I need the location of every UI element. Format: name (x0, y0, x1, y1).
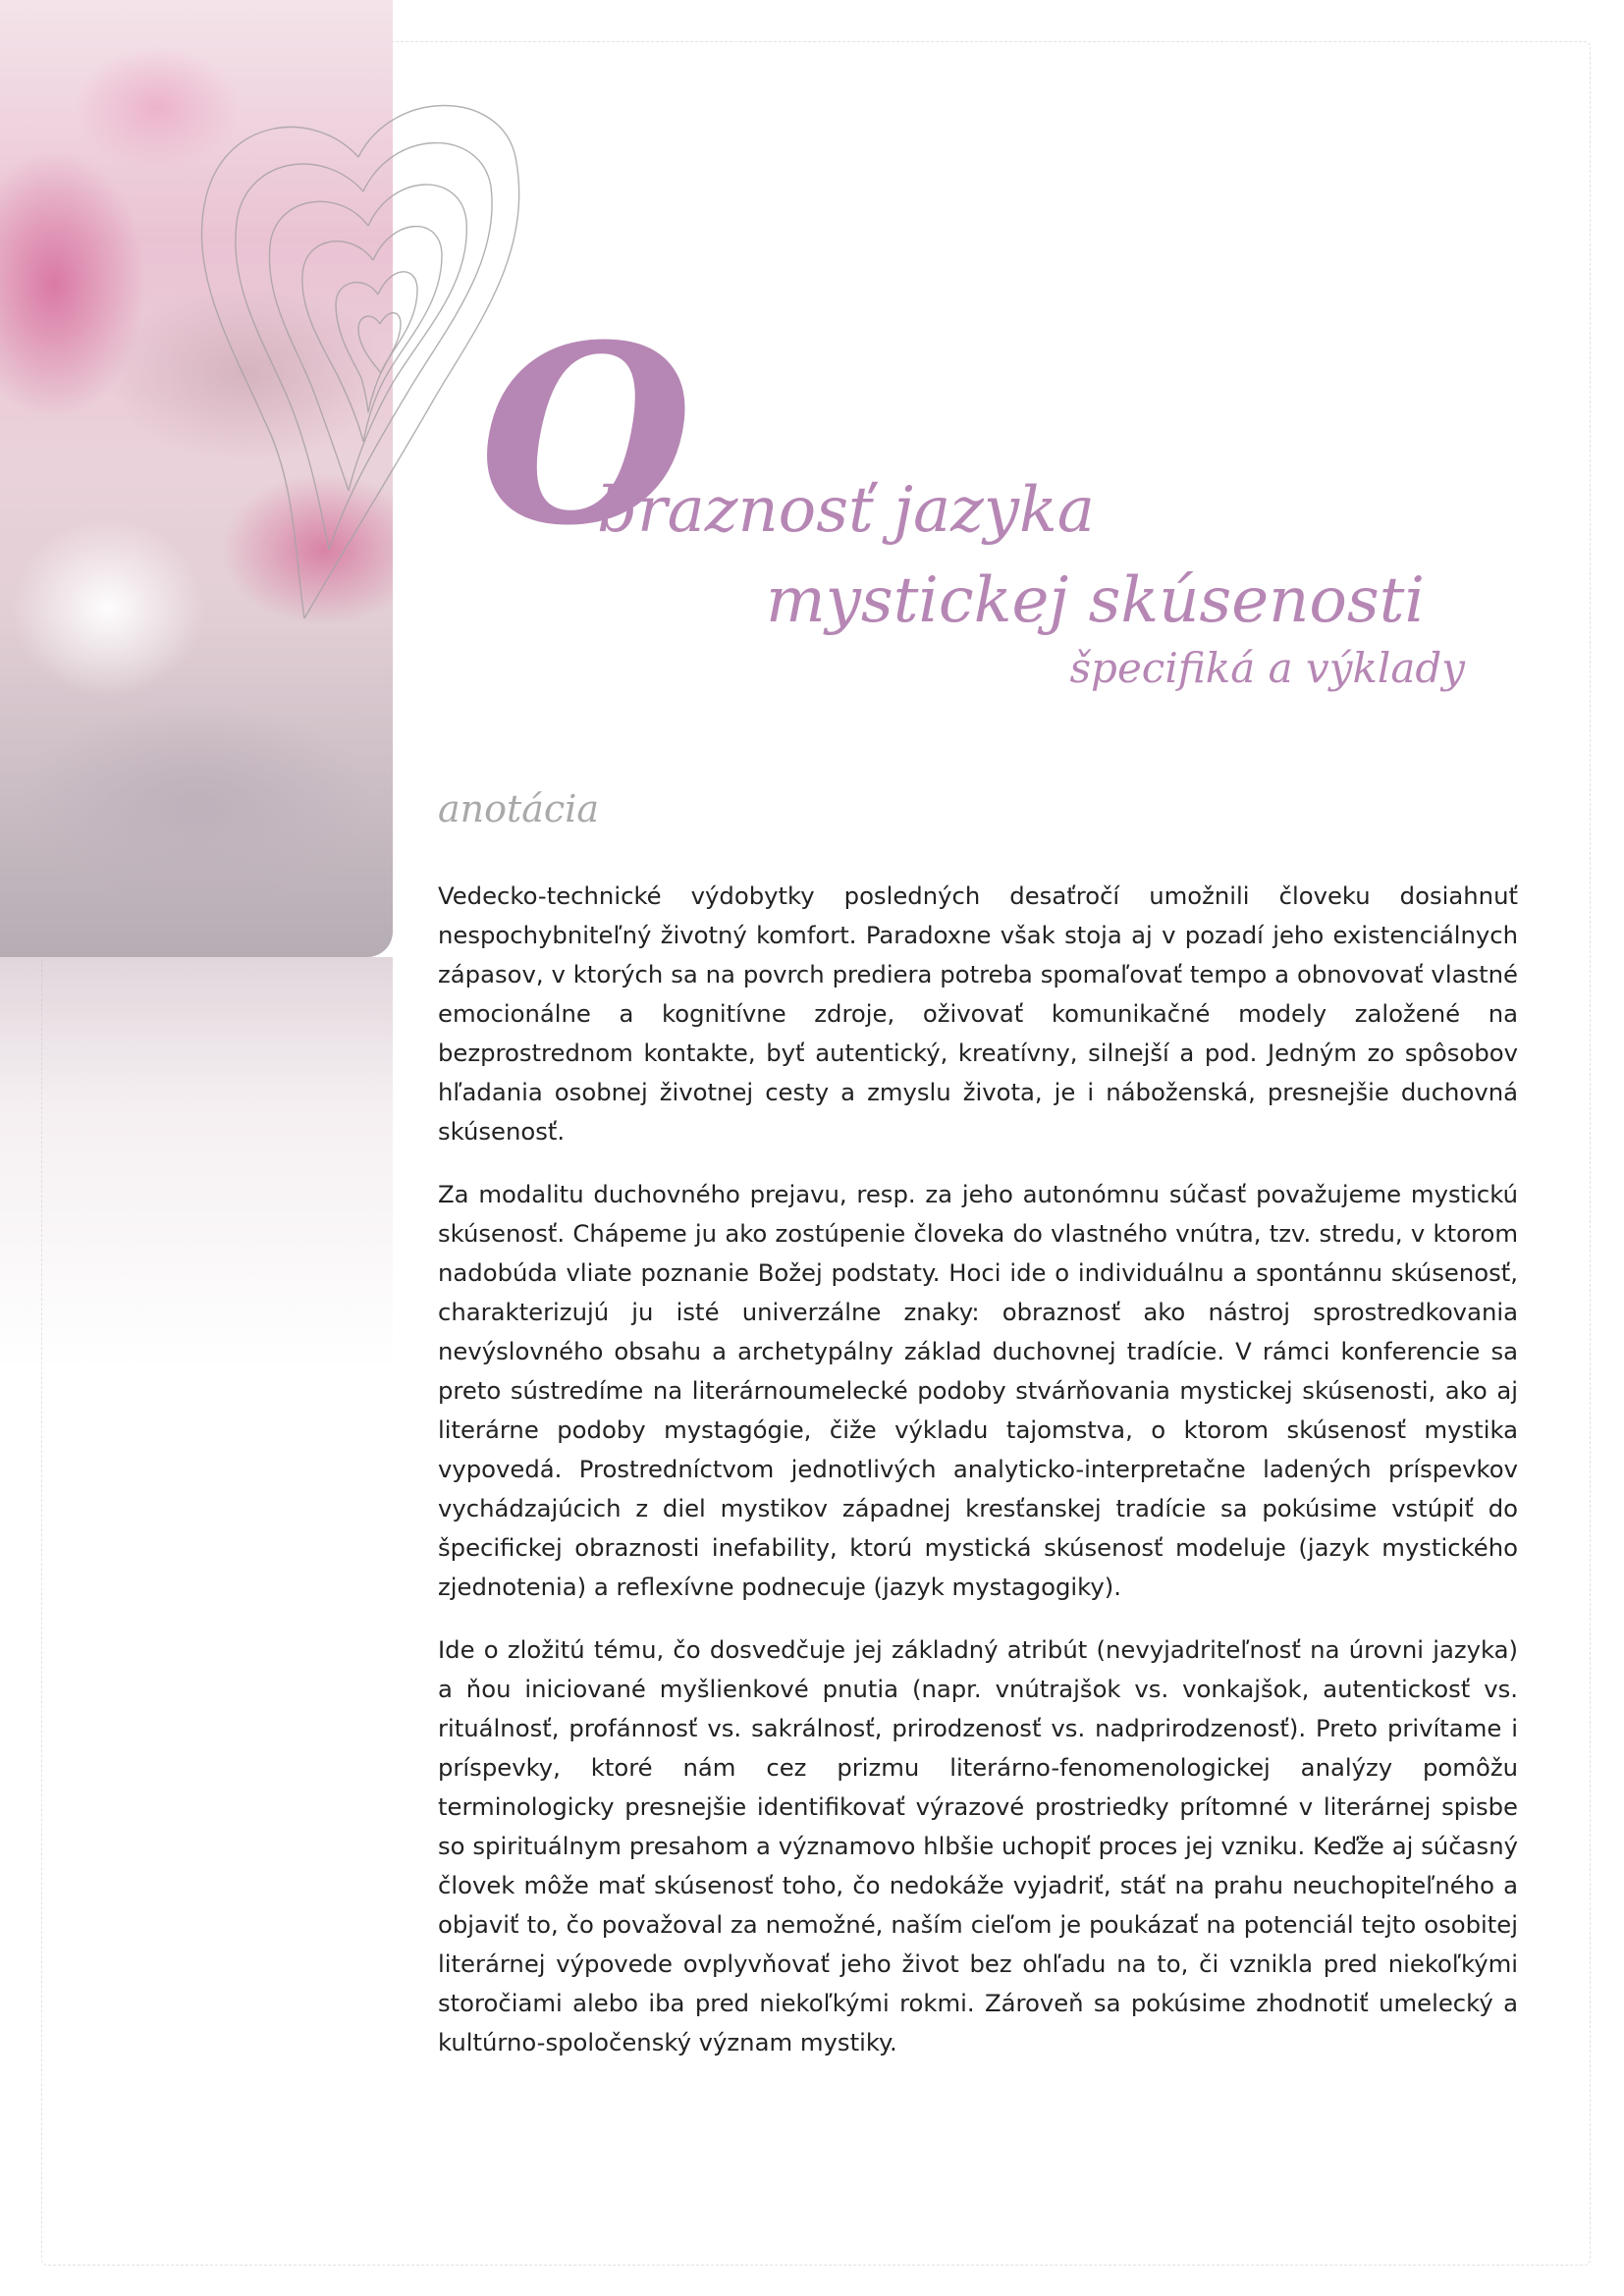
annotation-body (438, 877, 1518, 2086)
subtitle: špecifiká a výklady (1069, 644, 1465, 692)
painting-reflection (0, 957, 393, 1369)
paragraph: Ide o zložitú tému, čo dosvedčuje jej základný atribút (nevyjadriteľnosť na úrovni jazyka) a ňou iniciované myšlienkové pnutia (napr. vnútrajšok vs. vonkajšok, autentickosť vs. rituálnosť, profánnosť vs. sakrálnosť, prirodzenosť vs. nadprirodzenosť). Preto privítame i príspevky, ktoré nám cez prizmu literárno-fenomenologickej analýzy pomôžu terminologicky presnejšie identifikovať výrazové prostriedky prítomné v literárnej spisbe so spirituálnym presahom a významovo hlbšie uchopiť proces jej vzniku. Keďže aj súčasný človek môže mať skúsenosť toho, čo nedokáže vyjadriť, stáť na prahu neuchopiteľného a objaviť to, čo považoval za nemožné, naším cieľom je poukázať na potenciál tejto osobitej literárnej výpovede ovplyvňovať jeho život bez ohľadu na to, či vznikla pred niekoľkými storočiami alebo iba pred niekoľkými rokmi. Zároveň sa pokúsime zhodnotiť umelecký a kultúrno-spoločenský význam mystiky. (438, 1635, 1518, 2056)
paragraph: Vedecko-technické výdobytky posledných desaťročí umožnili človeku dosiahnuť nespochybniteľný životný komfort. Paradoxne však stoja aj v pozadí jeho existenciálnych zápasov, v ktorých sa na povrch prediera potreba spomaľovať tempo a obnovovať vlastné emocionálne a kognitívne zdroje, oživovať komunikačné modely založené na bezprostrednom kontakte, byť autentický, kreatívny, silnejší a pod. Jedným zo spôsobov hľadania osobnej životnej cesty a zmyslu života, je i náboženská, presnejšie duchovná skúsenosť. (438, 881, 1518, 1146)
title-initial: O (479, 291, 693, 579)
paragraph: Za modalitu duchovného prejavu, resp. za jeho autonómnu súčasť považujeme mystickú skúsenosť. Chápeme ju ako zostúpenie človeka do vlastného vnútra, tzv. stredu, v ktorom nadobúda vliate poznanie Božej podstaty. Hoci ide o individuálnu a spontánnu skúsenosť, charakterizujú ju isté univerzálne znaky: obraznosť ako nástroj sprostredkovania nevýslovného obsahu a archetypálny základ duchovnej tradície. V rámci konferencie sa preto sústredíme na literárnoumelecké podoby stvárňovania mystickej skúsenosti, ako aj literárne podoby mystagógie, čiže výkladu tajomstva, o ktorom skúsenosť mystika vypovedá. Prostredníctvom jednotlivých analyticko-interpretačne ladených príspevkov vychádzajúcich z diel mystikov západnej kresťanskej tradície sa pokúsime vstúpiť do špecifickej obraznosti inefability, ktorú mystická skúsenosť modeluje (jazyk mystického zjednotenia) a reflexívne podnecuje (jazyk mystagogiky). (438, 1180, 1518, 1601)
section-heading: anotácia (438, 787, 600, 830)
title-line-2: mystickej skúsenosti (766, 564, 1425, 637)
title-line-1: braznosť jazyka (597, 474, 1095, 547)
